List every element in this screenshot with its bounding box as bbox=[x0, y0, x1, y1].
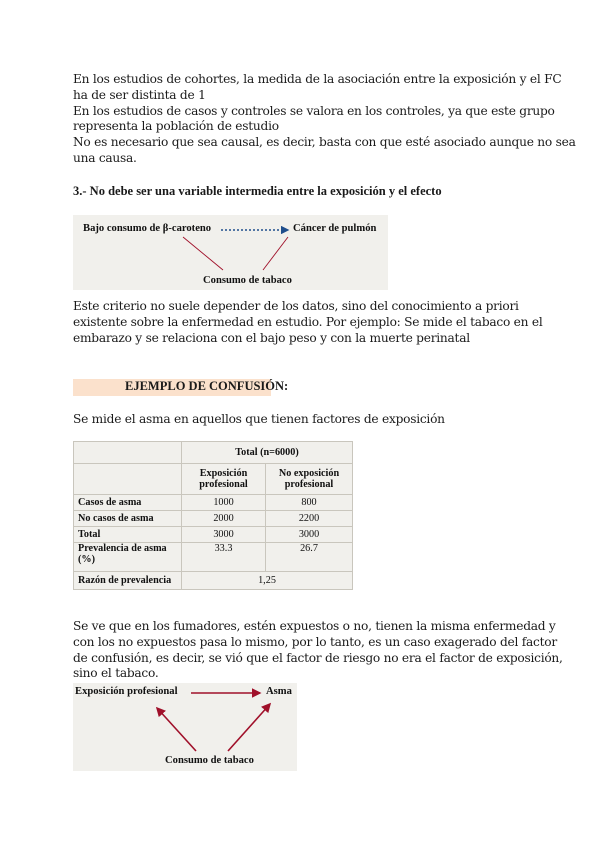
arrow-confounder-to-outcome bbox=[228, 704, 270, 751]
row-label bbox=[74, 543, 182, 572]
table-row bbox=[74, 495, 353, 511]
header-line: No exposición bbox=[278, 468, 340, 479]
cell-value: 2000 bbox=[182, 511, 266, 527]
table-row bbox=[74, 527, 353, 543]
row-label: No casos de asma bbox=[74, 511, 182, 527]
row-label: Casos de asma bbox=[74, 495, 182, 511]
arrow-confounder-to-exposure bbox=[157, 708, 196, 751]
header-line: profesional bbox=[284, 479, 334, 490]
cell-value: 800 bbox=[266, 495, 353, 511]
intermediate-variable-diagram bbox=[73, 215, 388, 290]
table-row bbox=[74, 511, 353, 527]
table-row bbox=[74, 543, 353, 572]
text-line: No es necesario que sea causal, es decir, basta con que esté asociado aunque no sea bbox=[73, 135, 576, 150]
header-line: Exposición bbox=[199, 468, 248, 479]
diagram-label-exposure: Exposición profesional bbox=[75, 686, 178, 697]
diagram-arrows bbox=[73, 215, 388, 290]
text-line: de confusión, es decir, se vió que el factor de riesgo no era el factor de exposición, bbox=[73, 650, 563, 665]
row-label: Total bbox=[74, 527, 182, 543]
diagram-label-confounder: Consumo de tabaco bbox=[165, 755, 254, 766]
cell-value: 3000 bbox=[266, 527, 353, 543]
column-header-no-exposure bbox=[266, 464, 353, 495]
confounding-diagram bbox=[73, 683, 297, 771]
cell-value: 26.7 bbox=[266, 543, 353, 572]
text-line: con los no expuestos pasa lo mismo, por lo tanto, es un caso exagerado del factor bbox=[73, 634, 557, 649]
diagram-arrows bbox=[73, 683, 297, 771]
section-3-heading: 3.- No debe ser una variable intermedia entre la exposición y el efecto bbox=[73, 184, 442, 198]
criterion-paragraph bbox=[73, 299, 542, 346]
asthma-table bbox=[73, 441, 353, 590]
table-title: Total (n=6000) bbox=[182, 442, 353, 464]
diagram-label-effect: Cáncer de pulmón bbox=[293, 223, 377, 234]
conclusion-paragraph bbox=[73, 619, 563, 682]
row-label-line: Prevalencia de asma bbox=[78, 543, 167, 554]
asthma-intro: Se mide el asma en aquellos que tienen factores de exposición bbox=[73, 412, 445, 426]
cell-value: 1,25 bbox=[182, 572, 353, 590]
diagram-label-outcome: Asma bbox=[266, 686, 292, 697]
asthma-table-container bbox=[73, 441, 353, 590]
table-row bbox=[74, 572, 353, 590]
cell-value: 2200 bbox=[266, 511, 353, 527]
cell-value: 3000 bbox=[182, 527, 266, 543]
text-line: ha de ser distinta de 1 bbox=[73, 87, 206, 102]
intro-paragraph bbox=[73, 72, 576, 167]
column-header-exposure bbox=[182, 464, 266, 495]
text-line: Este criterio no suele depender de los datos, sino del conocimiento a priori bbox=[73, 299, 519, 313]
text-line: existente sobre la enfermedad en estudio. Por ejemplo: Se mide el tabaco en el bbox=[73, 314, 543, 329]
example-heading: EJEMPLO DE CONFUSIÓN: bbox=[125, 379, 289, 393]
text-line: Se ve que en los fumadores, estén expuestos o no, tienen la misma enfermedad y bbox=[73, 619, 556, 633]
connector-line bbox=[183, 237, 223, 270]
text-line: En los estudios de cohortes, la medida de la asociación entre la exposición y el FC bbox=[73, 72, 562, 86]
text-line: En los estudios de casos y controles se valora en los controles, ya que este grupo bbox=[73, 103, 555, 118]
cell-value: 33.3 bbox=[182, 543, 266, 572]
row-label-line: (%) bbox=[78, 554, 95, 565]
text-line: sino el tabaco. bbox=[73, 666, 159, 681]
diagram-label-exposure: Bajo consumo de β-caroteno bbox=[83, 223, 212, 234]
table-corner bbox=[74, 464, 182, 495]
connector-line bbox=[263, 237, 288, 270]
diagram-label-intermediate: Consumo de tabaco bbox=[203, 275, 292, 286]
row-label: Razón de prevalencia bbox=[74, 572, 182, 590]
text-line: embarazo y se relaciona con el bajo peso y con la muerte perinatal bbox=[73, 330, 470, 345]
table-corner bbox=[74, 442, 182, 464]
header-line: profesional bbox=[199, 479, 248, 490]
text-line: representa la población de estudio bbox=[73, 119, 279, 134]
text-line: una causa. bbox=[73, 150, 137, 165]
cell-value: 1000 bbox=[182, 495, 266, 511]
